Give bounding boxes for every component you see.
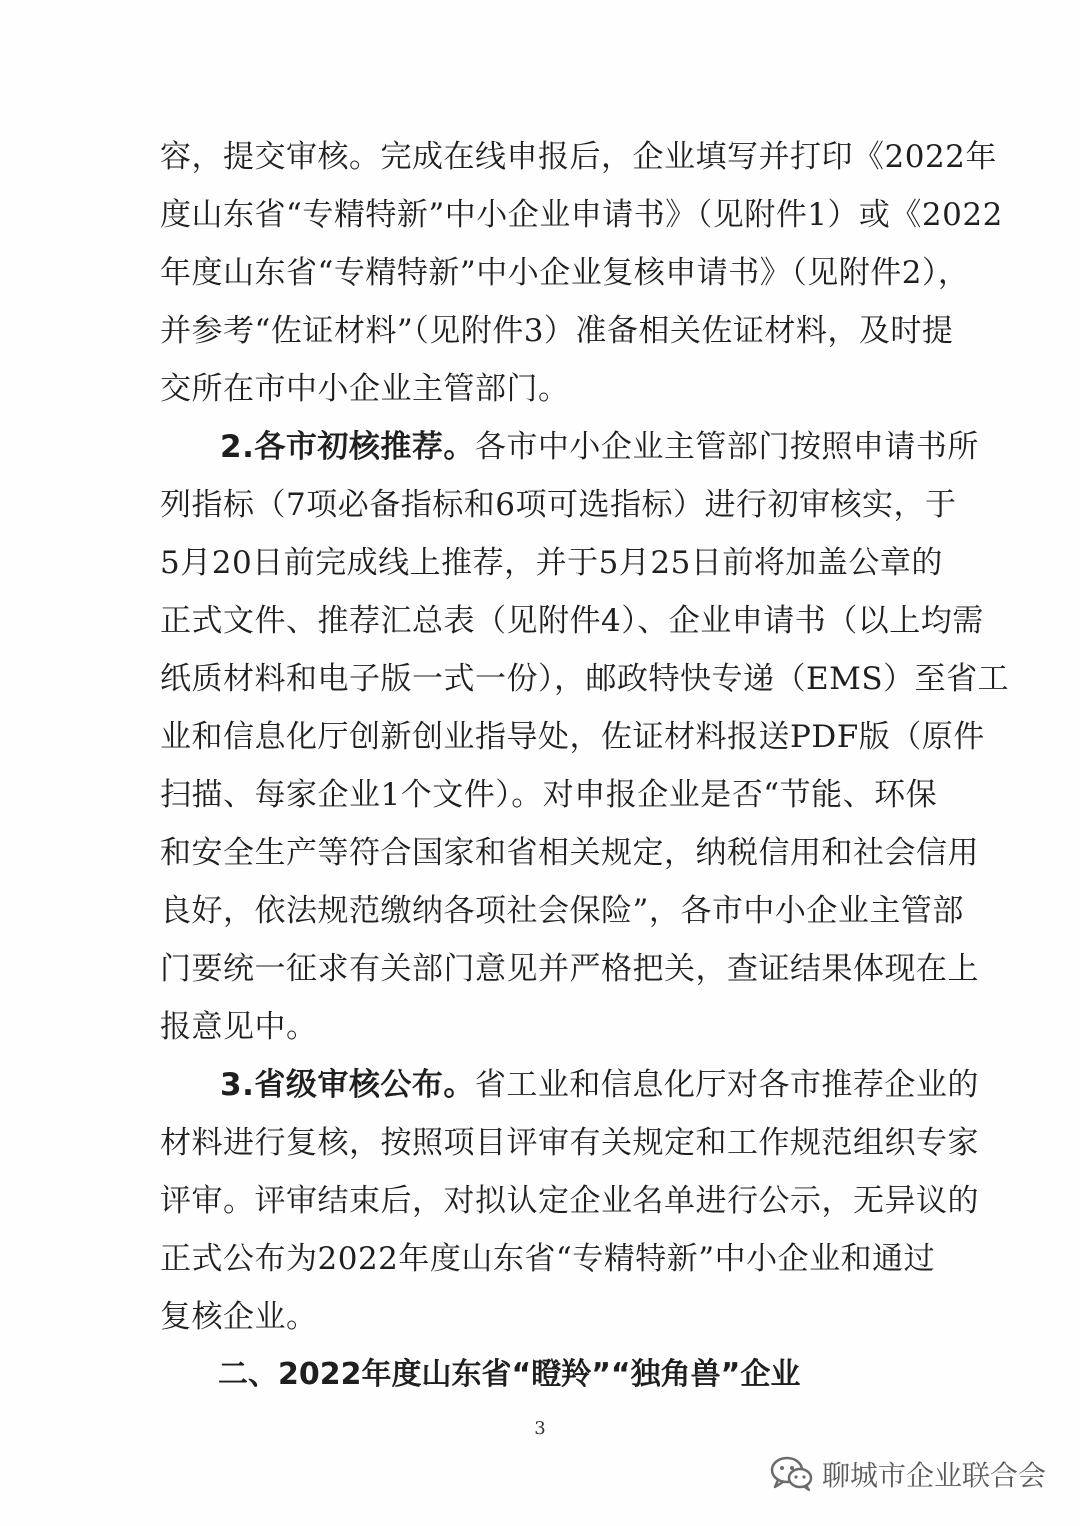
section-2-first-text: 各市中小企业主管部门按照申请书所: [474, 429, 979, 465]
text-line: 纸质材料和电子版一式一份），邮政特快专递（EMS）至省工: [160, 661, 1010, 697]
text-line: 报意见中。: [160, 1009, 318, 1045]
section-2-first-line: [160, 418, 979, 476]
watermark-text: 聊城市企业联合会: [821, 1459, 1046, 1492]
document-body: [160, 128, 1010, 1404]
section-heading: 二、2022年度山东省“瞪羚”“独角兽”企业: [218, 1357, 801, 1392]
text-line: 容，提交审核。完成在线申报后，企业填写并打印《2022年: [160, 139, 997, 175]
text-line: 正式公布为2022年度山东省“专精特新”中小企业和通过: [160, 1241, 936, 1277]
section-3-first-line: [160, 1056, 979, 1114]
text-line: 列指标（7项必备指标和6项可选指标）进行初审核实，于: [160, 487, 957, 523]
section-3-title: 3.省级审核公布。: [220, 1067, 475, 1103]
text-line: 5月20日前完成线上推荐，并于5月25日前将加盖公章的: [160, 545, 943, 581]
text-line: 材料进行复核，按照项目评审有关规定和工作规范组织专家: [160, 1125, 979, 1161]
text-line: 门要统一征求有关部门意见并严格把关，查证结果体现在上: [160, 951, 979, 987]
text-line: 正式文件、推荐汇总表（见附件4）、企业申请书（以上均需: [160, 603, 984, 639]
text-line: 良好，依法规范缴纳各项社会保险”，各市中小企业主管部: [160, 893, 964, 929]
text-line: 并参考“佐证材料”（见附件3）准备相关佐证材料，及时提: [160, 313, 954, 349]
text-line: 扫描、每家企业1个文件）。对申报企业是否“节能、环保: [160, 777, 938, 813]
section-3-first-text: 省工业和信息化厅对各市推荐企业的: [474, 1067, 979, 1103]
text-line: 度山东省“专精特新”中小企业申请书》（见附件1）或《2022: [160, 197, 1003, 233]
wechat-icon: [770, 1456, 814, 1492]
text-line: 年度山东省“专精特新”中小企业复核申请书》（见附件2），: [160, 255, 970, 291]
text-line: 复核企业。: [160, 1299, 318, 1335]
text-line: 业和信息化厅创新创业指导处，佐证材料报送PDF版（原件: [160, 719, 985, 755]
text-line: 和安全生产等符合国家和省相关规定，纳税信用和社会信用: [160, 835, 979, 871]
text-line: 评审。评审结束后，对拟认定企业名单进行公示，无异议的: [160, 1183, 979, 1219]
section-2-title: 2.各市初核推荐。: [220, 429, 475, 465]
page-number: 3: [534, 1418, 546, 1439]
text-line: 交所在市中小企业主管部门。: [160, 371, 570, 407]
watermark: [770, 1454, 1046, 1494]
